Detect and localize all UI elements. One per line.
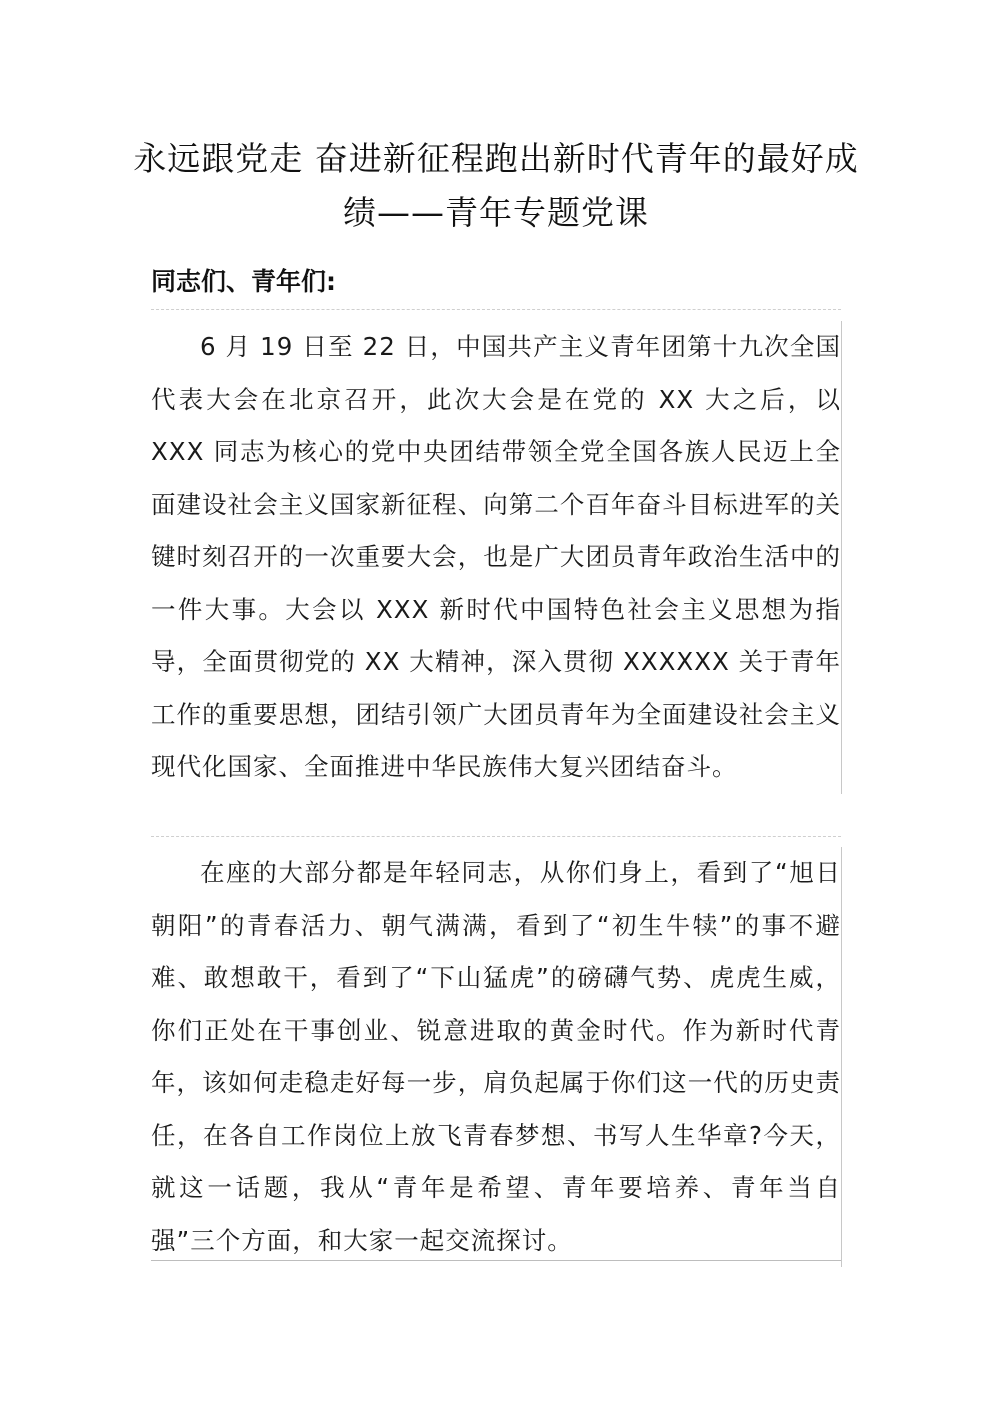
document-title: 永远跟党走 奋进新征程跑出新时代青年的最好成绩——青年专题党课 <box>133 139 859 232</box>
divider-line <box>151 836 841 837</box>
salutation: 同志们、青年们: <box>151 267 336 296</box>
bottom-rule <box>151 1260 841 1261</box>
paragraph-1: 6 月 19 日至 22 日，中国共产主义青年团第十九次全国代表大会在北京召开，此次大会是在党的 XX 大之后，以 XXX 同志为核心的党中央团结带领全党全国各族人民迈上全面建设社会主义国家新征程、向第二个百年奋斗目标进军的关键时刻召开的一次重要大会，也是广大团员青年政治生活中的一件大事。大会以 XXX 新时代中国特色社会主义思想为指导，全面贯彻党的 XX 大精神，深入贯彻 XXXXXX 关于青年工作的重要思想，团结引领广大团员青年为全面建设社会主义现代化国家、全面推进中华民族伟大复兴团结奋斗。 <box>151 321 842 794</box>
paragraph-2: 在座的大部分都是年轻同志，从你们身上，看到了“旭日朝阳”的青春活力、朝气满满，看到了“初生牛犊”的事不避难、敢想敢干，看到了“下山猛虎”的磅礴气势、虎虎生威，你们正处在干事创业、锐意进取的黄金时代。作为新时代青年，该如何走稳走好每一步，肩负起属于你们这一代的历史责任，在各自工作岗位上放飞青春梦想、书写人生华章?今天，就这一话题，我从“青年是希望、青年要培养、青年当自强”三个方面，和大家一起交流探讨。 <box>151 847 842 1267</box>
divider-line <box>151 309 841 310</box>
